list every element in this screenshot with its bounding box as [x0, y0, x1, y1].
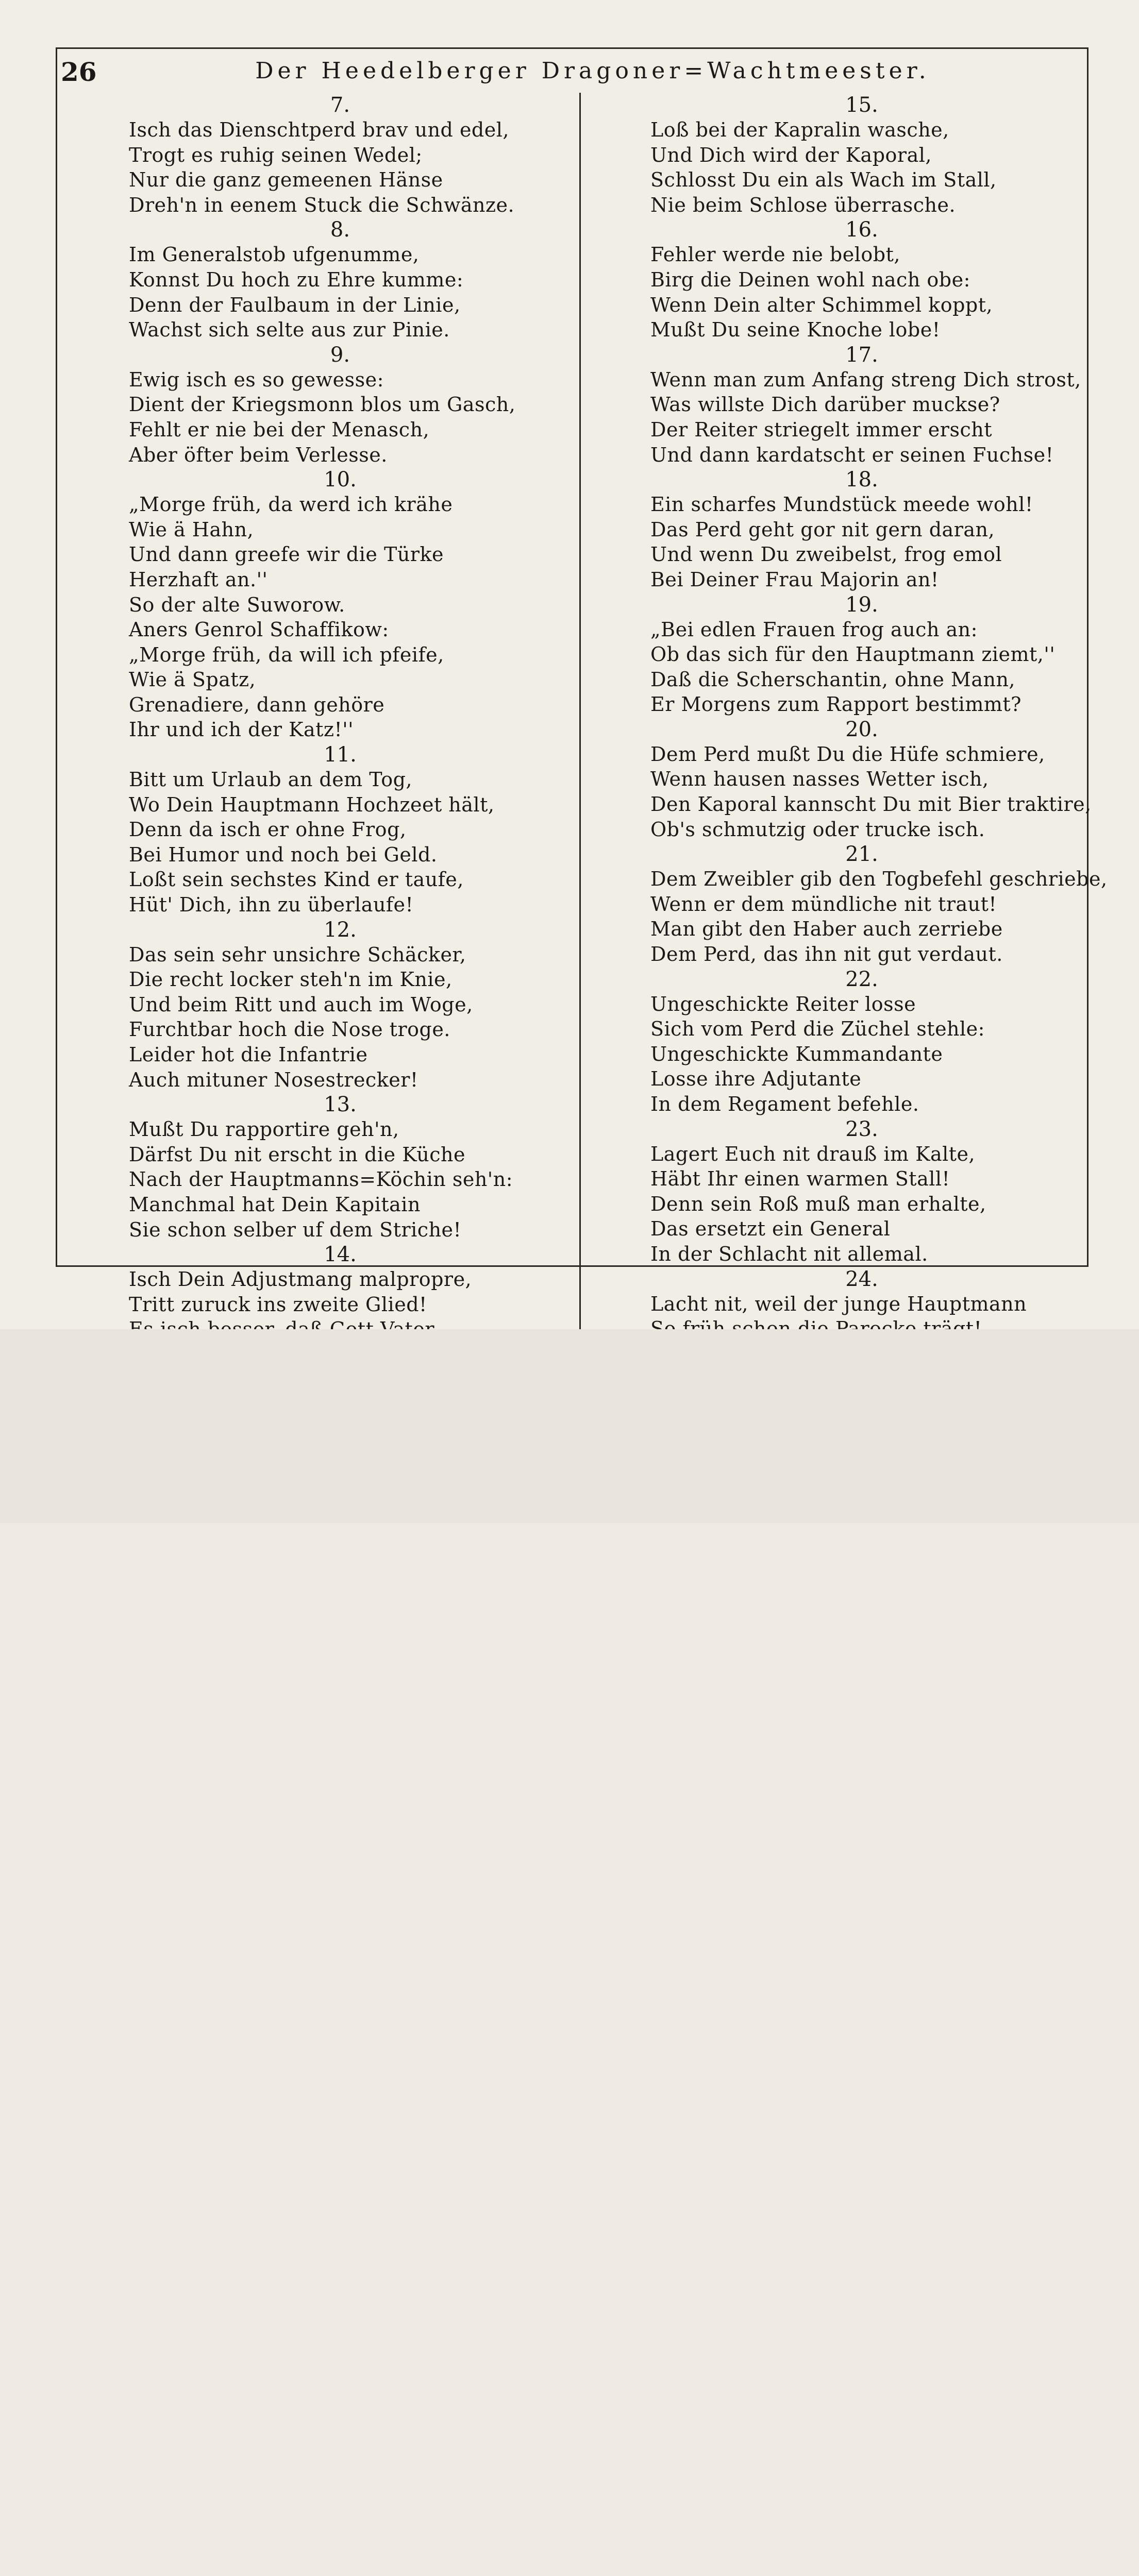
verse-line: Lagert Euch nit drauß im Kalte,: [650, 1142, 976, 1165]
verse-line: So der alte Suworow.: [129, 593, 345, 616]
viewer-footer: [0, 1329, 1139, 1523]
verse-line: Mußt Du seine Knoche lobe!: [650, 318, 941, 342]
left-column: [129, 93, 593, 1367]
verse-line: Mußt Du rapportire geh'n,: [129, 1118, 399, 1141]
verse-line: Sich vom Perd die Züchel stehle:: [650, 1018, 985, 1041]
stanza-number: 18.: [845, 468, 878, 492]
verse-line: Dem Perd mußt Du die Hüfe schmiere,: [650, 742, 1045, 766]
verse-line: Nur die ganz gemeenen Hänse: [129, 168, 443, 192]
stanza: [650, 717, 1114, 842]
verse-line: Fehler werde nie belobt,: [650, 243, 900, 266]
stanza-number: 19.: [845, 592, 878, 617]
verse-line: Wie ä Spatz,: [129, 668, 256, 691]
stanza: [129, 918, 593, 1093]
verse-line: Wie ä Hahn,: [129, 518, 254, 541]
stanza: [650, 343, 1114, 467]
verse-line: „Morge früh, da werd ich krähe: [129, 493, 453, 516]
stanza: [129, 93, 593, 217]
verse-line: Das Perd geht gor nit gern daran,: [650, 518, 995, 541]
running-head: Der Heedelberger Dragoner=Wachtmeester.: [255, 58, 930, 84]
verse-line: Birg die Deinen wohl nach obe:: [650, 268, 970, 291]
right-column: [650, 93, 1114, 1392]
stanza-number: 16.: [845, 218, 878, 242]
stanza-number: 13.: [324, 1093, 357, 1117]
verse-line: Ein scharfes Mundstück meede wohl!: [650, 493, 1033, 516]
verse-line: Daß die Scherschantin, ohne Mann,: [650, 668, 1015, 691]
verse-line: Herzhaft an.'': [129, 568, 268, 591]
verse-line: Den Kaporal kannscht Du mit Bier traktire,: [650, 793, 1092, 816]
verse-line: Denn da isch er ohne Frog,: [129, 818, 407, 841]
verse-line: Ob das sich für den Hauptmann ziemt,'': [650, 643, 1056, 666]
verse-line: Denn der Faulbaum in der Linie,: [129, 293, 461, 316]
stanza-number: 8.: [330, 218, 350, 242]
verse-line: Wenn er dem mündliche nit traut!: [650, 892, 997, 916]
stanza: [650, 842, 1114, 967]
verse-line: Ungeschickte Reiter losse: [650, 992, 916, 1015]
verse-line: Die recht locker steh'n im Knie,: [129, 968, 453, 991]
stanza-number: 15.: [845, 93, 878, 117]
verse-line: „Bei edlen Frauen frog auch an:: [650, 618, 978, 641]
stanza-number: 23.: [845, 1117, 878, 1141]
verse-line: Leider hot die Infantrie: [129, 1043, 368, 1066]
stanza: [650, 967, 1114, 1117]
verse-line: Dreh'n in eenem Stuck die Schwänze.: [129, 193, 515, 216]
verse-line: Bei Humor und noch bei Geld.: [129, 843, 438, 866]
verse-line: Isch Dein Adjustmang malpropre,: [129, 1268, 472, 1291]
verse-line: Isch das Dienschtperd brav und edel,: [129, 118, 509, 141]
stanza: [650, 217, 1114, 342]
verse-line: Auch mituner Nosestrecker!: [129, 1068, 418, 1091]
verse-line: Wenn Dein alter Schimmel koppt,: [650, 293, 993, 316]
verse-line: Dem Zweibler gib den Togbefehl geschriebe,: [650, 868, 1108, 891]
verse-line: Dient der Kriegsmonn blos um Gasch,: [129, 393, 516, 416]
verse-line: Hüt' Dich, ihn zu überlaufe!: [129, 893, 414, 917]
verse-line: Loß bei der Kapralin wasche,: [650, 118, 949, 141]
verse-line: Nach der Hauptmanns=Köchin seh'n:: [129, 1168, 513, 1191]
verse-line: Losse ihre Adjutante: [650, 1067, 862, 1091]
verse-line: Häbt Ihr einen warmen Stall!: [650, 1167, 950, 1191]
verse-line: Wo Dein Hauptmann Hochzeet hält,: [129, 793, 495, 816]
stanza: [129, 742, 593, 918]
stanza-number: 17.: [845, 343, 878, 367]
verse-line: Denn sein Roß muß man erhalte,: [650, 1192, 986, 1215]
verse-line: Das ersetzt ein General: [650, 1217, 891, 1241]
verse-line: Manchmal hat Dein Kapitain: [129, 1193, 421, 1216]
verse-line: In dem Regament befehle.: [650, 1093, 919, 1115]
verse-line: Aber öfter beim Verlesse.: [129, 443, 388, 466]
stanza: [650, 592, 1114, 717]
stanza-number: 20.: [845, 717, 878, 741]
verse-line: Was willste Dich darüber muckse?: [650, 393, 1000, 416]
verse-line: Nie beim Schlose überrasche.: [650, 193, 956, 216]
stanza-number: 14.: [324, 1243, 357, 1267]
verse-line: Fehlt er nie bei der Menasch,: [129, 418, 430, 441]
verse-line: Schlosst Du ein als Wach im Stall,: [650, 168, 997, 192]
verse-line: Und wenn Du zweibelst, frog emol: [650, 543, 1002, 566]
stanza: [650, 467, 1114, 592]
verse-line: Man gibt den Haber auch zerriebe: [650, 918, 1003, 941]
verse-line: Trogt es ruhig seinen Wedel;: [129, 143, 423, 166]
stanza-number: 12.: [324, 918, 357, 942]
verse-line: Tritt zuruck ins zweite Glied!: [129, 1293, 427, 1316]
page-number: 26: [61, 57, 97, 87]
verse-line: Lacht nit, weil der junge Hauptmann: [650, 1292, 1027, 1315]
verse-line: Er Morgens zum Rapport bestimmt?: [650, 693, 1022, 716]
stanza-number: 7.: [330, 93, 350, 117]
stanza-number: 10.: [324, 468, 357, 492]
verse-line: Wenn hausen nasses Wetter isch,: [650, 768, 989, 791]
stanza: [650, 1117, 1114, 1267]
stanza: [650, 93, 1114, 217]
verse-line: Grenadiere, dann gehöre: [129, 693, 385, 716]
verse-line: Der Reiter striegelt immer erscht: [650, 418, 992, 441]
verse-line: In der Schlacht nit allemal.: [650, 1242, 928, 1265]
stanza: [129, 1092, 593, 1242]
verse-line: Ewig isch es so gewesse:: [129, 368, 384, 391]
stanza-number: 22.: [845, 967, 878, 991]
verse-line: Konnst Du hoch zu Ehre kumme:: [129, 268, 464, 291]
verse-line: Sie schon selber uf dem Striche!: [129, 1218, 462, 1241]
stanza: [129, 217, 593, 342]
verse-line: Bitt um Urlaub an dem Tog,: [129, 768, 412, 791]
verse-line: Furchtbar hoch die Nose troge.: [129, 1018, 450, 1041]
verse-line: Dem Perd, das ihn nit gut verdaut.: [650, 943, 1003, 966]
verse-line: Und dann kardatscht er seinen Fuchse!: [650, 443, 1054, 466]
verse-line: Loßt sein sechstes Kind er taufe,: [129, 868, 464, 891]
verse-line: Und dann greefe wir die Türke: [129, 543, 444, 566]
verse-line: Ungeschickte Kummandante: [650, 1042, 943, 1065]
verse-line: Das sein sehr unsichre Schäcker,: [129, 943, 466, 966]
verse-line: Im Generalstob ufgenumme,: [129, 243, 420, 266]
stanza: [129, 343, 593, 467]
stanza: [129, 467, 593, 742]
verse-line: Und Dich wird der Kaporal,: [650, 143, 932, 166]
stanza-number: 9.: [330, 343, 350, 367]
verse-line: Aners Genrol Schaffikow:: [129, 618, 389, 641]
verse-line: Ob's schmutzig oder trucke isch.: [650, 818, 985, 841]
verse-line: Wachst sich selte aus zur Pinie.: [129, 318, 450, 342]
verse-line: Wenn man zum Anfang streng Dich strost,: [650, 368, 1081, 391]
verse-line: „Morge früh, da will ich pfeife,: [129, 643, 444, 666]
stanza-number: 21.: [845, 842, 878, 867]
stanza-number: 24.: [845, 1267, 878, 1291]
verse-line: Därfst Du nit erscht in die Küche: [129, 1143, 465, 1166]
verse-line: Ihr und ich der Katz!'': [129, 718, 354, 741]
stanza-number: 11.: [324, 743, 357, 767]
verse-line: Bei Deiner Frau Majorin an!: [650, 568, 939, 591]
verse-line: Und beim Ritt und auch im Woge,: [129, 993, 473, 1016]
